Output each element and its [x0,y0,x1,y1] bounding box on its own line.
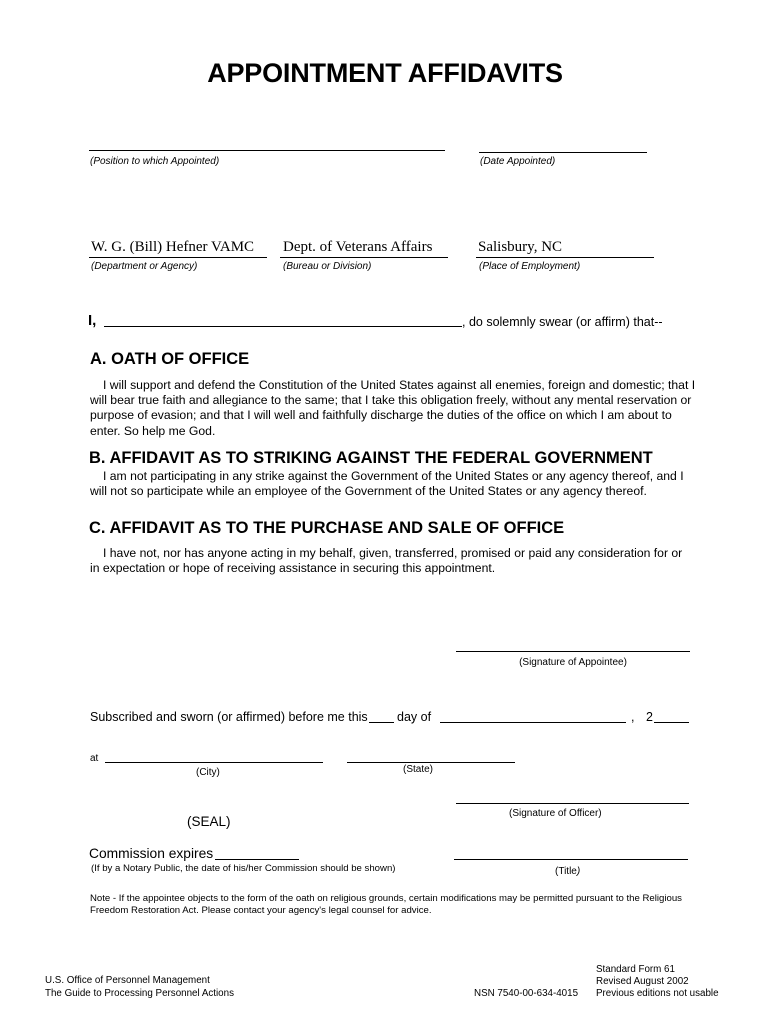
city-label: (City) [196,767,220,778]
title-label: (Title) [555,866,581,877]
comma-text: , [631,710,635,724]
bureau-label: (Bureau or Division) [283,261,372,272]
section-a-heading: A. OATH OF OFFICE [90,350,250,368]
seal-label: (SEAL) [187,814,231,829]
commission-note: (If by a Notary Public, the date of his/her Commission should be shown) [91,863,396,874]
footer-nsn: NSN 7540-00-634-4015 [474,988,579,999]
month-field[interactable] [440,722,626,723]
year-prefix: 2 [646,710,653,724]
section-c-text: I have not, nor has anyone acting in my behalf, given, transferred, promised or paid any consideration for or in expectation or hope of receiving assistance in securing this appointment. [90,546,683,576]
date-appointed-field[interactable] [479,152,647,153]
bureau-field [280,257,448,258]
place-value[interactable]: Salisbury, NC [478,239,563,255]
swear-suffix: , do solemnly swear (or affirm) that-- [462,315,663,329]
state-label: (State) [403,764,434,775]
position-field[interactable] [89,150,445,151]
religious-note: Note - If the appointee objects to the form of the oath on religious grounds, certain modifications may be permitted pursuant to the Religious Freedom Restoration Act. Please contact your agency's legal counsel for advice. [90,893,682,916]
place-label: (Place of Employment) [479,261,581,272]
department-field [89,257,267,258]
place-field [476,257,654,258]
title-field[interactable] [454,859,688,860]
department-label: (Department or Agency) [91,261,198,272]
footer-guide: The Guide to Processing Personnel Actions [45,988,234,999]
swear-prefix: I, [88,312,97,329]
footer-revised: Revised August 2002 [596,976,689,987]
footer-form-number: Standard Form 61 [596,964,675,975]
footer-opm: U.S. Office of Personnel Management [45,975,210,986]
department-value[interactable]: W. G. (Bill) Hefner VAMC [91,239,255,255]
commission-field[interactable] [215,859,299,860]
appointee-signature-field[interactable] [456,651,690,652]
bureau-value[interactable]: Dept. of Veterans Affairs [283,239,433,255]
appointee-signature-label: (Signature of Appointee) [519,657,627,668]
date-appointed-label: (Date Appointed) [480,156,556,167]
at-text: at [90,753,99,764]
city-field[interactable] [105,762,323,763]
subscribed-text: Subscribed and sworn (or affirmed) before me this [90,710,368,724]
officer-signature-field[interactable] [456,803,689,804]
name-field[interactable] [104,326,462,327]
section-b-heading: B. AFFIDAVIT AS TO STRIKING AGAINST THE FEDERAL GOVERNMENT [89,449,653,467]
year-field[interactable] [654,722,689,723]
section-c-heading: C. AFFIDAVIT AS TO THE PURCHASE AND SALE OF OFFICE [89,519,565,537]
day-text: day of [397,710,432,724]
position-label: (Position to which Appointed) [90,156,220,167]
section-a-text: I will support and defend the Constitution of the United States against all enemies, foreign and domestic; that I will bear true faith and allegiance to the same; that I take this obligation freely, without any mental reservation or purpose of evasion; and that I will well and faithfully discharge the duties of the office on which I am about to enter. So help me God. [90,378,696,438]
day-field[interactable] [369,722,394,723]
state-field[interactable] [347,762,515,763]
commission-label: Commission expires [89,846,214,861]
page-title: APPOINTMENT AFFIDAVITS [207,58,563,88]
officer-signature-label: (Signature of Officer) [509,808,602,819]
footer-previous-editions: Previous editions not usable [596,988,719,999]
section-b-text: I am not participating in any strike against the Government of the United States or any agency thereof, and I will not so participate while an employee of the Government of the United States or any agency thereof. [90,469,684,499]
